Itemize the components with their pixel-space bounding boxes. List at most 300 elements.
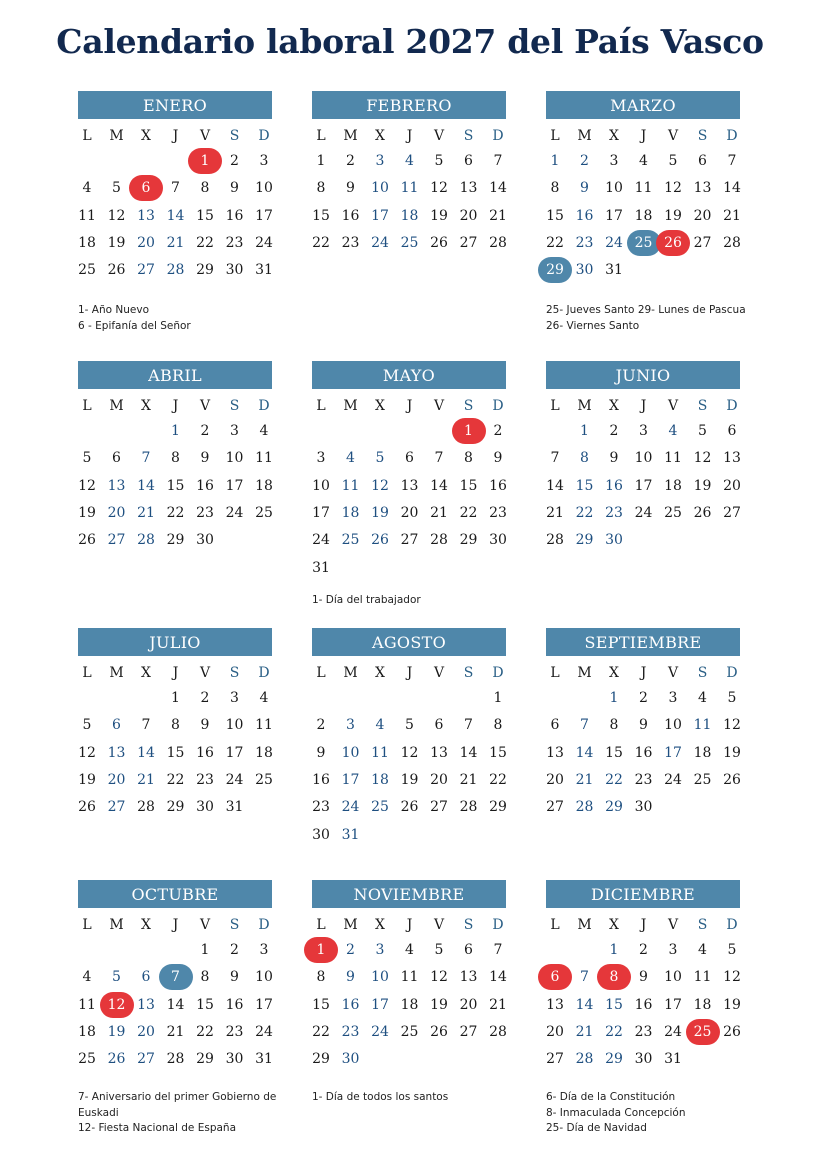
calendar-day: 1 <box>550 153 560 169</box>
holiday-notes <box>78 1090 318 1137</box>
calendar-day: 26 <box>723 1023 741 1040</box>
calendar-day: 3 <box>259 942 269 958</box>
calendar-day: 5 <box>698 423 707 439</box>
calendar-day: 19 <box>430 207 448 224</box>
calendar-day: 17 <box>664 744 682 761</box>
calendar-day: 3 <box>259 153 269 169</box>
holiday-note: 12- Fiesta Nacional de España <box>78 1122 237 1134</box>
calendar-day: 11 <box>255 450 273 467</box>
weekday-label: J <box>640 398 647 414</box>
calendar-day: 11 <box>255 717 273 734</box>
weekday-label: M <box>577 128 592 144</box>
calendar-day: 18 <box>400 207 419 224</box>
calendar-day: 18 <box>341 504 360 521</box>
calendar-day: 24 <box>225 771 244 788</box>
calendar-day: 12 <box>664 180 682 197</box>
weekday-label: V <box>667 665 679 681</box>
calendar-day: 1 <box>609 942 619 958</box>
calendar-day: 19 <box>400 771 419 788</box>
calendar-day: 28 <box>137 532 155 549</box>
calendar-day: 25 <box>78 1051 96 1068</box>
weekday-label: V <box>433 128 445 144</box>
calendar-day: 11 <box>693 969 712 986</box>
weekday-label: L <box>82 665 92 681</box>
month-header: FEBRERO <box>312 91 506 119</box>
calendar-day: 28 <box>430 532 448 549</box>
calendar-day: 14 <box>459 744 478 761</box>
calendar-day: 12 <box>693 450 712 467</box>
calendar-day: 21 <box>489 207 507 224</box>
calendar-day: 24 <box>255 1023 273 1040</box>
calendar-day: 14 <box>489 969 507 986</box>
calendar-day: 2 <box>230 942 239 958</box>
calendar-day: 26 <box>78 799 96 816</box>
calendar-day: 11 <box>371 744 389 761</box>
calendar-day: 11 <box>400 969 419 986</box>
calendar-day: 22 <box>312 1023 330 1040</box>
calendar-day: 22 <box>575 504 594 521</box>
calendar-day: 14 <box>430 477 448 494</box>
calendar-day: 6 <box>405 450 414 467</box>
calendar-day: 22 <box>546 234 564 251</box>
calendar-day: 28 <box>166 262 185 279</box>
calendar-day: 27 <box>693 234 712 251</box>
calendar-day: 25 <box>78 262 96 279</box>
calendar-day: 2 <box>639 690 648 706</box>
month-header: MAYO <box>312 361 506 389</box>
calendar-day: 30 <box>196 532 214 549</box>
calendar-day: 1 <box>454 420 484 442</box>
calendar-day: 20 <box>137 1023 155 1040</box>
calendar-day: 9 <box>609 450 619 467</box>
calendar-day: 21 <box>430 504 448 521</box>
weekday-label: S <box>463 128 474 144</box>
calendar-day: 24 <box>225 504 244 521</box>
calendar-day: 27 <box>546 1051 564 1068</box>
holiday-notes <box>546 303 786 334</box>
calendar-day: 28 <box>137 799 155 816</box>
weekday-label: D <box>726 398 738 414</box>
weekday-label: J <box>406 917 413 933</box>
calendar-day: 6 <box>727 423 737 439</box>
weekday-label: S <box>229 398 240 414</box>
calendar-day: 19 <box>693 477 712 494</box>
calendar-day: 3 <box>609 153 619 169</box>
holiday-notes <box>312 1090 552 1106</box>
month-header: NOVIEMBRE <box>312 880 506 908</box>
calendar-day: 27 <box>107 799 126 816</box>
calendar-day: 5 <box>82 717 92 734</box>
weekday-label: V <box>199 128 211 144</box>
calendar-day: 1 <box>580 423 589 439</box>
calendar-day: 3 <box>639 423 648 439</box>
calendar-day: 17 <box>664 996 682 1013</box>
calendar-day: 14 <box>723 180 741 197</box>
calendar-day: 10 <box>312 477 330 494</box>
calendar-day: 6 <box>698 153 707 169</box>
calendar-day: 23 <box>489 504 507 521</box>
weekday-label: L <box>82 398 92 414</box>
calendar-day: 29 <box>459 532 478 549</box>
calendar-day: 7 <box>171 180 180 197</box>
calendar-day: 10 <box>341 744 360 761</box>
weekday-label: D <box>492 128 504 144</box>
calendar-day: 2 <box>200 690 210 706</box>
month-header: DICIEMBRE <box>546 880 740 908</box>
calendar-day: 21 <box>723 207 741 224</box>
calendar-day: 19 <box>371 504 389 521</box>
weekday-label: M <box>109 665 124 681</box>
calendar-day: 25 <box>341 532 360 549</box>
holiday-note: 8- Inmaculada Concepción <box>546 1106 686 1119</box>
calendar-day: 18 <box>255 744 273 761</box>
weekday-label: J <box>406 128 413 144</box>
calendar-day: 30 <box>196 799 214 816</box>
calendar-day: 5 <box>434 942 444 958</box>
weekday-label: J <box>172 665 179 681</box>
weekday-label: J <box>172 128 179 144</box>
calendar-day: 6 <box>464 942 473 958</box>
calendar-day: 4 <box>82 180 92 197</box>
weekday-label: S <box>463 398 474 414</box>
calendar-day: 19 <box>430 996 448 1013</box>
calendar-day: 30 <box>634 799 653 816</box>
calendar-day: 19 <box>723 744 741 761</box>
month-header: ABRIL <box>78 361 272 389</box>
calendar-day: 6 <box>112 450 121 467</box>
calendar-day: 22 <box>489 771 507 788</box>
calendar-day: 16 <box>634 996 653 1013</box>
holiday-notes <box>312 593 552 609</box>
calendar-day: 16 <box>634 744 653 761</box>
calendar-day: 1 <box>316 153 326 169</box>
calendar-day: 19 <box>107 1023 126 1040</box>
calendar-day: 16 <box>489 477 507 494</box>
weekday-label: D <box>492 665 504 681</box>
calendar-day: 3 <box>230 423 239 439</box>
calendar-day: 1 <box>609 690 619 706</box>
calendar-day: 7 <box>727 153 737 169</box>
weekday-label: X <box>141 917 151 933</box>
calendar-day: 15 <box>196 207 214 224</box>
calendar-day: 23 <box>341 1023 360 1040</box>
weekday-label: V <box>199 917 211 933</box>
calendar-day: 23 <box>196 504 214 521</box>
calendar-day: 31 <box>255 1051 273 1068</box>
weekday-label: S <box>229 917 240 933</box>
calendar-day: 29 <box>605 1051 623 1068</box>
calendar-day: 14 <box>489 180 507 197</box>
calendar-day: 15 <box>312 996 330 1013</box>
calendar-day: 3 <box>668 942 678 958</box>
calendar-day: 13 <box>546 996 564 1013</box>
weekday-label: X <box>609 665 619 681</box>
calendar-day: 19 <box>664 207 682 224</box>
calendar-day: 28 <box>575 1051 594 1068</box>
calendar-day: 24 <box>605 234 623 251</box>
calendar-day: 13 <box>430 744 448 761</box>
calendar-day: 14 <box>546 477 564 494</box>
calendar-day: 1 <box>493 690 503 706</box>
calendar-day: 8 <box>550 180 560 197</box>
calendar-day: 12 <box>400 744 419 761</box>
calendar-day: 12 <box>102 994 132 1016</box>
calendar-day: 26 <box>107 1051 126 1068</box>
calendar-day: 20 <box>430 771 448 788</box>
calendar-day: 14 <box>575 996 594 1013</box>
weekday-label: M <box>109 917 124 933</box>
calendar-day: 3 <box>346 717 355 734</box>
weekday-label: X <box>609 917 619 933</box>
calendar-day: 14 <box>137 477 155 494</box>
calendar-day: 17 <box>371 207 389 224</box>
calendar-day: 3 <box>316 450 326 467</box>
weekday-label: M <box>109 128 124 144</box>
calendar-day: 19 <box>107 234 126 251</box>
calendar-day: 5 <box>82 450 92 467</box>
holiday-note: 25- Jueves Santo 29- Lunes de Pascua <box>546 304 746 316</box>
calendar-day: 29 <box>605 799 623 816</box>
calendar-day: 13 <box>723 450 741 467</box>
calendar-day: 29 <box>312 1051 330 1068</box>
calendar-day: 25 <box>255 771 273 788</box>
calendar-day: 6 <box>131 177 161 199</box>
calendar-day: 16 <box>341 207 360 224</box>
calendar-day: 29 <box>489 799 507 816</box>
calendar-day: 16 <box>196 744 214 761</box>
calendar-day: 26 <box>107 262 126 279</box>
calendar-day: 22 <box>459 504 478 521</box>
calendar-day: 23 <box>312 799 330 816</box>
calendar-day: 1 <box>200 942 210 958</box>
calendar-day: 6 <box>540 966 570 988</box>
calendar-day: 2 <box>346 153 355 169</box>
calendar-day: 3 <box>375 942 385 958</box>
calendar-day: 30 <box>575 262 594 279</box>
calendar-day: 17 <box>225 477 244 494</box>
calendar-day: 12 <box>723 969 741 986</box>
calendar-day: 20 <box>459 207 478 224</box>
calendar-day: 19 <box>78 771 96 788</box>
calendar-day: 7 <box>550 450 560 467</box>
calendar-day: 7 <box>493 942 503 958</box>
weekday-label: S <box>229 128 240 144</box>
weekday-label: V <box>433 917 445 933</box>
calendar-day: 9 <box>639 717 648 734</box>
calendar-day: 26 <box>400 799 419 816</box>
calendar-day: 26 <box>430 1023 448 1040</box>
weekday-label: M <box>109 398 124 414</box>
calendar-day: 4 <box>346 450 355 467</box>
calendar-day: 4 <box>259 423 269 439</box>
calendar-day: 27 <box>430 799 448 816</box>
weekday-label: L <box>550 917 560 933</box>
calendar-day: 27 <box>107 532 126 549</box>
weekday-label: D <box>726 917 738 933</box>
calendar-day: 7 <box>141 450 151 467</box>
calendar-day: 15 <box>196 996 214 1013</box>
weekday-label: X <box>141 128 151 144</box>
calendar-day: 6 <box>112 717 121 734</box>
calendar-day: 21 <box>137 771 155 788</box>
calendar-day: 6 <box>434 717 444 734</box>
calendar-day: 10 <box>371 969 389 986</box>
calendar-day: 14 <box>137 744 155 761</box>
calendar-day: 9 <box>493 450 503 467</box>
calendar-day: 31 <box>605 262 623 279</box>
calendar-day: 26 <box>658 232 688 254</box>
weekday-label: M <box>577 917 592 933</box>
weekday-label: J <box>640 128 647 144</box>
calendar-day: 13 <box>400 477 419 494</box>
calendar-day: 18 <box>693 996 712 1013</box>
calendar-day: 2 <box>230 153 239 169</box>
holiday-note: 1- Día de todos los santos <box>312 1091 449 1103</box>
weekday-label: X <box>141 398 151 414</box>
page-title: Calendario laboral 2027 del País Vasco <box>56 22 764 61</box>
calendar-day: 30 <box>341 1051 360 1068</box>
calendar-day: 23 <box>225 1023 244 1040</box>
calendar-day: 17 <box>312 504 330 521</box>
calendar-day: 17 <box>341 771 360 788</box>
calendar-day: 10 <box>225 717 244 734</box>
calendar-day: 4 <box>405 942 414 958</box>
weekday-label: L <box>316 128 326 144</box>
calendar-day: 4 <box>82 969 92 986</box>
calendar-day: 9 <box>200 450 210 467</box>
month-header: MARZO <box>546 91 740 119</box>
calendar-day: 24 <box>371 1023 389 1040</box>
calendar-day: 11 <box>664 450 682 467</box>
calendar-day: 13 <box>137 996 155 1013</box>
calendar-day: 8 <box>171 450 180 467</box>
calendar-day: 28 <box>575 799 594 816</box>
calendar-day: 20 <box>137 234 155 251</box>
month-header: ENERO <box>78 91 272 119</box>
calendar-day: 3 <box>375 153 385 169</box>
calendar-day: 28 <box>489 234 507 251</box>
calendar-day: 4 <box>668 423 678 439</box>
calendar-day: 27 <box>459 1023 478 1040</box>
calendar-day: 13 <box>459 180 478 197</box>
calendar-day: 8 <box>171 717 180 734</box>
weekday-label: X <box>375 398 385 414</box>
calendar-day: 6 <box>464 153 473 169</box>
calendar-day: 21 <box>546 504 564 521</box>
calendar-day: 29 <box>166 532 185 549</box>
calendar-day: 17 <box>255 207 273 224</box>
weekday-label: D <box>492 917 504 933</box>
calendar-day: 1 <box>306 939 336 961</box>
weekday-label: L <box>316 917 326 933</box>
calendar-day: 1 <box>190 150 220 172</box>
calendar-day: 25 <box>693 771 712 788</box>
calendar-day: 27 <box>459 234 478 251</box>
calendar-day: 13 <box>459 969 478 986</box>
calendar-day: 20 <box>400 504 419 521</box>
weekday-label: L <box>316 398 326 414</box>
weekday-label: X <box>609 398 619 414</box>
calendar-day: 12 <box>107 207 126 224</box>
calendar-day: 16 <box>196 477 214 494</box>
weekday-label: L <box>550 398 560 414</box>
calendar-day: 25 <box>664 504 682 521</box>
weekday-label: S <box>697 398 708 414</box>
weekday-label: M <box>343 917 358 933</box>
calendar-day: 28 <box>546 532 564 549</box>
calendar-day: 29 <box>575 532 594 549</box>
calendar-day: 19 <box>723 996 741 1013</box>
calendar-day: 23 <box>225 234 244 251</box>
calendar-day: 24 <box>664 1023 682 1040</box>
calendar-day: 5 <box>434 153 444 169</box>
holiday-note: 26- Viernes Santo <box>546 319 640 332</box>
calendar-day: 9 <box>346 969 355 986</box>
calendar-day: 17 <box>634 477 653 494</box>
weekday-label: S <box>463 917 474 933</box>
calendar-day: 23 <box>634 771 653 788</box>
calendar-day: 11 <box>78 207 96 224</box>
calendar-day: 16 <box>605 477 623 494</box>
calendar-day: 17 <box>371 996 389 1013</box>
holiday-note: 6 - Epifanía del Señor <box>78 319 191 332</box>
calendar-day: 2 <box>639 942 648 958</box>
weekday-label: V <box>433 398 445 414</box>
calendar-day: 20 <box>459 996 478 1013</box>
calendar-day: 27 <box>400 532 419 549</box>
calendar-day: 25 <box>255 504 273 521</box>
calendar-day: 8 <box>316 969 326 986</box>
weekday-label: M <box>577 665 592 681</box>
calendar-day: 7 <box>141 717 151 734</box>
calendar-day: 12 <box>430 180 448 197</box>
calendar-day: 12 <box>78 744 96 761</box>
calendar-day: 26 <box>693 504 712 521</box>
weekday-label: V <box>433 665 445 681</box>
calendar-day: 22 <box>605 1023 623 1040</box>
calendar-day: 2 <box>200 423 210 439</box>
calendar-day: 8 <box>200 969 210 986</box>
calendar-day: 30 <box>489 532 507 549</box>
calendar-day: 23 <box>196 771 214 788</box>
weekday-label: D <box>258 398 270 414</box>
holiday-notes <box>546 1090 786 1137</box>
calendar-day: 23 <box>575 234 594 251</box>
calendar-day: 10 <box>255 969 273 986</box>
calendar-day: 5 <box>727 690 737 706</box>
calendar-day: 18 <box>78 234 96 251</box>
calendar-day: 26 <box>78 532 96 549</box>
calendar-day: 28 <box>459 799 478 816</box>
calendar-day: 4 <box>259 690 269 706</box>
calendar-day: 8 <box>200 180 210 197</box>
weekday-label: X <box>375 665 385 681</box>
calendar-day: 29 <box>196 1051 214 1068</box>
calendar-day: 2 <box>580 153 589 169</box>
calendar-day: 24 <box>312 532 330 549</box>
calendar-day: 18 <box>400 996 419 1013</box>
weekday-label: X <box>141 665 151 681</box>
calendar-day: 15 <box>312 207 330 224</box>
weekday-label: X <box>375 128 385 144</box>
calendar-day: 5 <box>112 969 121 986</box>
month-header: AGOSTO <box>312 628 506 656</box>
calendar-day: 22 <box>166 771 185 788</box>
weekday-label: V <box>667 398 679 414</box>
calendar-day: 10 <box>371 180 389 197</box>
calendar-day: 30 <box>225 1051 244 1068</box>
calendar-day: 11 <box>78 996 96 1013</box>
